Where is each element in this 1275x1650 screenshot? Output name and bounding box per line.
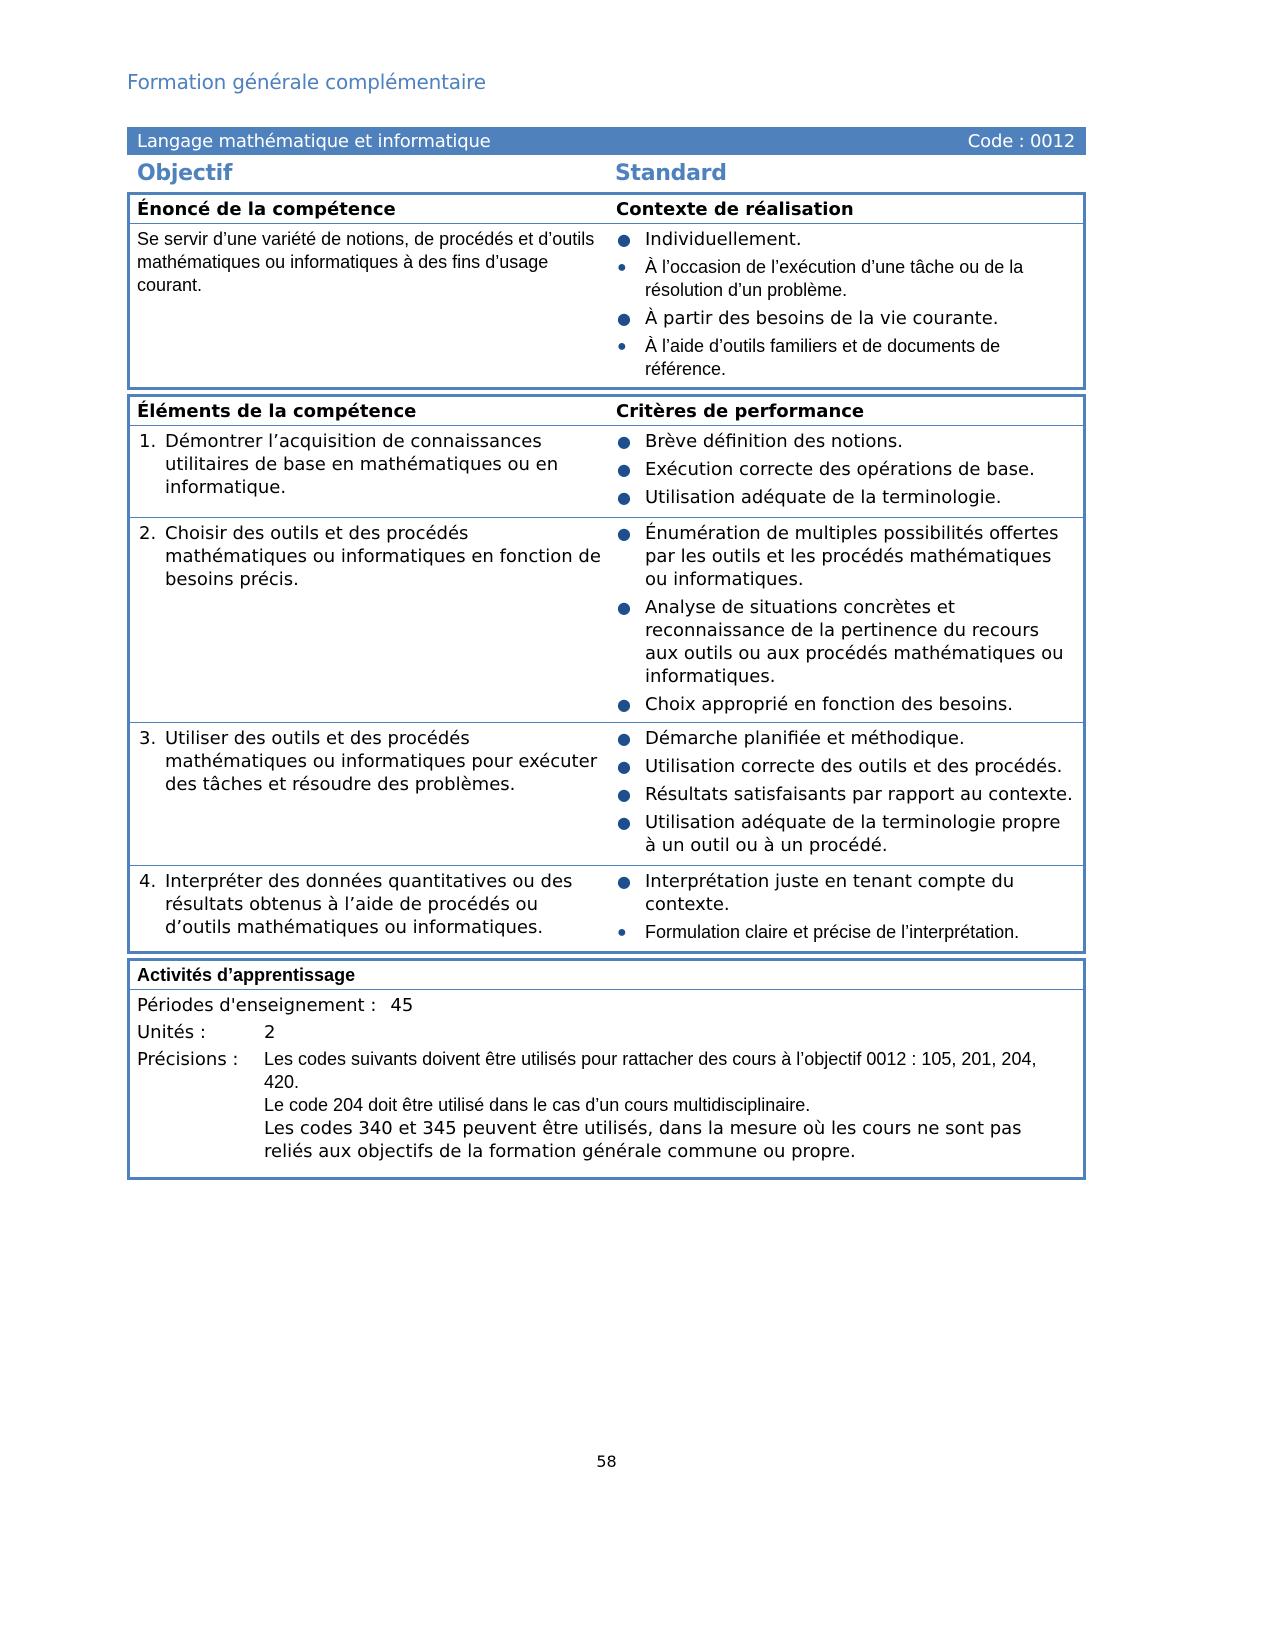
bullet-icon: ● xyxy=(617,460,631,479)
bullet-icon: ● xyxy=(617,872,631,891)
details-paragraph: Les codes suivants doivent être utilisés pour rattacher des cours à l’objectif 0012 : 105, 201, 204, 420. xyxy=(264,1049,1037,1092)
criteria-item: ● Utilisation adéquate de la terminologie. xyxy=(617,487,1002,508)
criteria-item: ● Formulation claire et précise de l’interprétation. xyxy=(617,922,1020,942)
competence-header-row xyxy=(130,195,1083,223)
units-label: Unités : xyxy=(137,1022,206,1043)
bullet-icon: ● xyxy=(617,598,631,617)
element-cell xyxy=(130,426,609,517)
details-text xyxy=(264,1048,1075,1163)
criteria-cell xyxy=(609,426,1083,517)
bullet-icon: ● xyxy=(617,432,631,451)
criteria-item: ● Brève définition des notions. xyxy=(617,431,903,452)
units-value: 2 xyxy=(264,1022,276,1043)
element-cell xyxy=(130,866,609,951)
criteria-item: ● Analyse de situations concrètes et reconnaissance de la pertinence du recours aux outils ou aux procédés mathématiques ou informatiques. xyxy=(617,597,1064,687)
details-line xyxy=(137,1048,1075,1163)
periods-value: 45 xyxy=(390,995,414,1016)
context-item: ● Individuellement. xyxy=(617,229,802,250)
element-item: 4. Interpréter des données quantitatives ou des résultats obtenus à l’aide de procédés ou d’outils mathématiques ou informatiques. xyxy=(139,871,573,938)
bullet-icon: ● xyxy=(617,230,631,249)
criteria-item: ● Énumération de multiples possibilités offertes par les outils et les procédés mathématiques ou informatiques. xyxy=(617,523,1059,590)
bullet-icon: ● xyxy=(617,259,627,276)
criteria-item: ● Démarche planifiée et méthodique. xyxy=(617,728,965,749)
activities-header: Activités d’apprentissage xyxy=(137,965,356,985)
competence-section xyxy=(127,192,1086,390)
page-number: 58 xyxy=(596,1452,617,1471)
context-item: ● À partir des besoins de la vie courante. xyxy=(617,308,999,329)
element-item: 3. Utiliser des outils et des procédés mathématiques ou informatiques pour exécuter des tâches et résoudre des problèmes. xyxy=(139,728,598,795)
context-item: ● À l’occasion de l’exécution d’une tâche ou de la résolution d’un problème. xyxy=(617,257,1024,300)
element-number: 2. xyxy=(139,523,157,544)
elements-header: Éléments de la compétence xyxy=(137,401,417,422)
activities-content-row xyxy=(130,989,1083,1177)
course-title: Langage mathématique et informatique xyxy=(137,130,491,152)
criteria-item: ● Exécution correcte des opérations de base. xyxy=(617,459,1035,480)
standard-heading: Standard xyxy=(615,161,727,186)
bullet-icon: ● xyxy=(617,757,631,776)
element-number: 4. xyxy=(139,871,157,892)
context-list xyxy=(616,228,1077,381)
criteria-item: ● Résultats satisfaisants par rapport au contexte. xyxy=(617,784,1073,805)
criteria-list xyxy=(616,870,1077,944)
elements-section xyxy=(127,394,1086,954)
enonce-header: Énoncé de la compétence xyxy=(137,199,396,220)
criteria-item: ● Utilisation adéquate de la terminologie propre à un outil ou à un procédé. xyxy=(617,812,1061,856)
bullet-icon: ● xyxy=(617,524,631,543)
element-number: 3. xyxy=(139,728,157,749)
elements-header-row xyxy=(130,397,1083,425)
periods-label: Périodes d'enseignement : xyxy=(137,995,377,1016)
criteria-list xyxy=(616,430,1077,509)
contexte-header: Contexte de réalisation xyxy=(616,199,854,220)
element-row-1 xyxy=(130,425,1083,517)
bullet-icon: ● xyxy=(617,785,631,804)
context-list-cell xyxy=(609,224,1083,387)
context-item: ● À l’aide d’outils familiers et de documents de référence. xyxy=(617,336,1001,379)
details-paragraph: Les codes 340 et 345 peuvent être utilisés, dans la mesure où les cours ne sont pas reliés aux objectifs de la formation générale commune ou propre. xyxy=(264,1118,1022,1162)
element-item: 1. Démontrer l’acquisition de connaissances utilitaires de base en mathématiques ou en informatique. xyxy=(139,431,559,498)
bullet-icon: ● xyxy=(617,729,631,748)
activities-section xyxy=(127,958,1086,1180)
element-cell xyxy=(130,723,609,865)
bullet-icon: ● xyxy=(617,813,631,832)
criteria-cell xyxy=(609,866,1083,951)
bullet-icon: ● xyxy=(617,695,631,714)
competency-sheet xyxy=(127,127,1086,1184)
page-heading: Formation générale complémentaire xyxy=(127,70,486,94)
units-line xyxy=(137,1021,1075,1044)
criteria-list xyxy=(616,522,1077,716)
element-row-2 xyxy=(130,517,1083,722)
criteria-item: ● Interprétation juste en tenant compte du contexte. xyxy=(617,871,1015,915)
criteria-item: ● Utilisation correcte des outils et des procédés. xyxy=(617,756,1063,777)
competence-content-row xyxy=(130,223,1083,387)
element-cell xyxy=(130,518,609,722)
activities-content xyxy=(130,990,1083,1177)
element-row-3 xyxy=(130,722,1083,865)
criteria-cell xyxy=(609,518,1083,722)
competence-statement: Se servir d’une variété de notions, de procédés et d’outils mathématiques ou informatiques à des fins d’usage courant. xyxy=(137,229,595,295)
objectif-heading: Objectif xyxy=(137,161,233,186)
column-headings xyxy=(127,155,1086,192)
details-paragraph: Le code 204 doit être utilisé dans le cas d’un cours multidisciplinaire. xyxy=(264,1095,811,1115)
criteria-list xyxy=(616,727,1077,857)
bullet-icon: ● xyxy=(617,338,627,355)
element-item: 2. Choisir des outils et des procédés mathématiques ou informatiques en fonction de besoins précis. xyxy=(139,523,601,590)
title-bar xyxy=(127,127,1086,155)
course-code: Code : 0012 xyxy=(967,130,1075,152)
bullet-icon: ● xyxy=(617,309,631,328)
element-row-4 xyxy=(130,865,1083,951)
bullet-icon: ● xyxy=(617,488,631,507)
periods-line xyxy=(137,994,1075,1017)
criteres-header: Critères de performance xyxy=(616,401,865,422)
criteria-cell xyxy=(609,723,1083,865)
element-number: 1. xyxy=(139,431,157,452)
activities-header-row xyxy=(130,961,1083,989)
details-label: Précisions : xyxy=(137,1049,239,1070)
criteria-item: ● Choix approprié en fonction des besoins. xyxy=(617,694,1013,715)
bullet-icon: ● xyxy=(617,924,627,941)
